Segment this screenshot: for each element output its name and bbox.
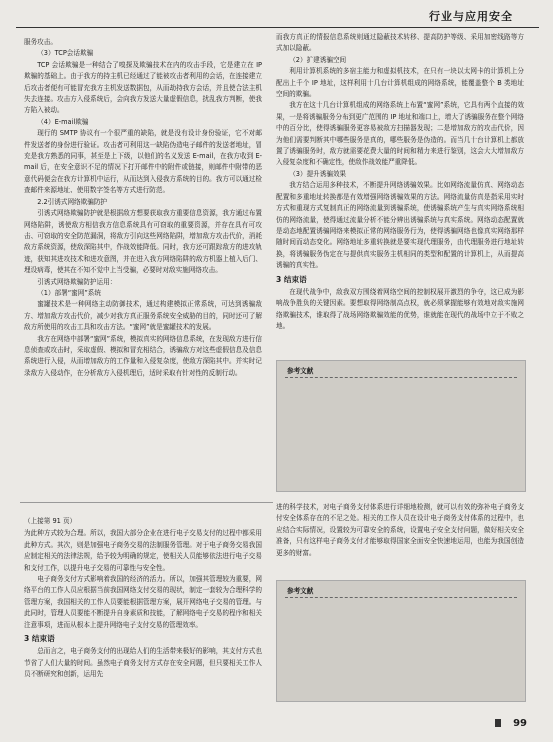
heading-conclusion-2: 3 结束语	[24, 634, 55, 644]
paragraph-payment-3: 总而言之，电子商务支付的出现给人们的生活带来极好的影响，其支付方式也节省了人们大量的时间。虽然电子商务支付方式存在安全问题，但只要相关工作人员不断研究和创新，运用先	[24, 647, 262, 679]
continued-from-label: （上接第 91 页）	[24, 517, 77, 525]
heading-2-2: 2.2引诱式网络欺骗防护	[37, 197, 108, 206]
right-column-bottom	[276, 502, 524, 559]
page-number-marker	[495, 719, 501, 727]
section-header-title: 行业与应用安全	[429, 10, 513, 23]
article-divider	[20, 502, 273, 503]
references-box-bottom	[276, 580, 526, 702]
paragraph-top: 而我方真正的情报信息系统则通过隐蔽技术转移、提高防护等级、采用加密线路等方式加以隐蔽。	[276, 33, 524, 53]
references-title-2: 参考文献	[287, 587, 314, 595]
paragraph-payment-2: 电子商务支付方式影响着我国的经济的活力。所以，加强其管理较为重要，网络平台的工作人员应根据当前我国网络支付交易的现状，制定一套较为合理科学的管理方案，我国相关的工作人员要能根据管理方案，展开网络电子交易的管理。与此同时，管理人员要能不断提升自身素质和技能，了解网络电子交易的程序和相关注意事项，进而从根本上提升网络电子支付交易的管理效率。	[24, 575, 262, 629]
paragraph-email: 现行的 SMTP 协议有一个很严重的缺陷，就是没有设计身份验证，它不对邮件发送者的身份进行验证。攻击者可利用这一缺陷伪造电子邮件的发送者地址，冒充是我方熟悉的同事，甚至是上下级，以他们的名义发送 E-mail，在我方收到 E-mail 后，在安全意识不足的情况下打开邮件中的附件或链接，则邮件中附带的恶意代码便会在我方计算机中运行，从而达到入侵我方系统的目的。我方可以通过检查邮件来源地址、使用数字签名等方式进行防范。	[24, 129, 262, 195]
paragraph-conclusion: 在现代战争中，敌我双方围绕着网络空间的控制权展开激烈的争夺，这已成为影响战争胜负的关键因素。要想取得网络制高点权，就必须掌握能够有效地对敌实施网络欺骗技术，谁取得了战场网络欺骗效能的优势，谁就能在现代的战场中立于不败之地。	[276, 287, 524, 331]
paragraph-payment-4: 进的科学技术，对电子商务支付体系进行详细地检测，就可以有效的弥补电子商务支付安全体系存在的不足之处。相关的工作人员在设计电子商务支付体系的过程中，也应结合实际情况，设置较为可靠安全的系统，设置电子安全支付问题，做好相关安全准备，只有这样电子商务支付才能够取得国家全面安全快速地运用，也能为我国创造更多的财富。	[276, 503, 524, 557]
heading-expand-space: （2）扩建诱骗空间	[289, 55, 347, 64]
heading-conclusion: 3 结束语	[276, 274, 307, 284]
left-column	[24, 37, 262, 379]
left-column-bottom	[24, 516, 262, 681]
right-column	[276, 32, 524, 333]
paragraph-expand-2: 我方在这十几台计算机组成的网络系统上布置“蜜网”系统，它具有两个直接的效果，一是将诱骗服务分布到更广范围的 IP 地址和端口上，增大了诱骗服务在整个网络中的百分比，使得诱骗服务更容易被敌方扫描器发现；二是增加敌方的攻击代价，因为他们需要判断其中哪些服务是真的，哪些服务是伪造的。而当几十台计算机上都放置了诱骗服务时，敌方就需要花费大量的时间和精力来进行鉴别，这会大大增加敌方入侵复杂度和不确定性，使敌作战效能严重降低。	[276, 101, 524, 167]
paragraph-payment-1: 为此种方式较为合理。所以，我国大部分企业在进行电子交易支付的过程中都采用此种方式。其次，则是加强电子商务交易的法制服务管理。对于电子商务交易我国应制定相关的法律法规，给予较为明确的规定，使相关人员能够依法进行电子交易和支付工作，以提升电子交易的可靠性与安全性。	[24, 529, 262, 572]
paragraph-intro: 服务攻击。	[24, 38, 57, 46]
paragraph-2-2b: 引诱式网络欺骗防护运用：	[37, 277, 117, 286]
paragraph-improve: 我方结合运用多种技术，不断提升网络诱骗效果。比如网络流量仿真、网络动态配置和多重地址转换都是有效增强网络诱骗效果的方法。网络流量仿真是指采用实时方式和重现方式复制真正的网络流量到诱骗系统，使诱骗系统产生与真实网络系统相仿的网络流量，使得通过流量分析不能分辨出诱骗系统与真实系统。网络动态配置就是动态地配置诱骗网络来模拟正常的网络服务行为，使得诱骗网络也像真实网络那样随时间而动态变化。网络地址多重转换就是要实现代理服务，由代理服务进行地址转换，将诱骗服务伪定在与提供真实服务主机相同的类型和配置的计算机上，从而提高诱骗的真实性。	[276, 181, 524, 270]
references-box-top	[276, 360, 526, 492]
page-number: 99	[513, 718, 527, 729]
references-rule-2	[285, 597, 517, 598]
paragraph-2-2: 引诱式网络欺骗防护就是根据敌方想要获取我方重要信息资源，我方通过布置网络陷阱，诱使敌方相信我方信息系统具有可窃取的重要资源，并存在具有可攻击、可窃取的安全防范漏洞，将敌方引向这些网络陷阱，增加敌方攻击代价，消耗敌方系统资源，使敌深陷其中，作战效能降低。同时，我方还可跟踪敌方的进攻轨迹，获知其进攻技术和进攻意图，并在进入我方网络陷阱的敌方机器上植入后门、埋设病毒，使其在不知不觉中上当受骗，必要时对敌实施网络攻击。	[24, 209, 262, 275]
heading-improve-effect: （3）提升诱骗效果	[289, 169, 347, 178]
heading-email-spoofing: （4）E-mail欺骗	[37, 117, 89, 126]
heading-tcp-spoofing: （3）TCP会话欺骗	[37, 49, 94, 58]
paragraph-honeynet: 蜜罐技术是一种网络主动防御技术，通过构建模拟正常系统，可达到诱骗敌方、增加敌方攻击代价，减少对我方真正服务系统安全威胁的目的，同时还可了解敌方所使用的攻击工具和攻击方法。“蜜网”就是蜜罐技术的发展。	[24, 300, 262, 332]
header-rule	[16, 27, 539, 28]
references-rule	[285, 377, 517, 378]
paragraph-honeynet-2: 我方在网络中部署“蜜网”系统，模拟真实的网络信息系统，在发现敌方进行信息侦查或攻击时，采取虚假、模拟和冒充相结合，诱骗敌方对这些虚假信息及信息系统进行入侵，从而增加敌方的工作量和入侵复杂度，使敌方深陷其中。并实时记录敌方入侵动作，在分析敌方入侵机理后，适时采取有针对性的反制行动。	[24, 334, 262, 377]
paragraph-expand: 利用计算机系统的多宿主能力和虚拟机技术，在只有一块以太网卡的计算机上分配出上千个 IP 地址，这样利用十几台计算机组成的网络系统，能覆盖整个 B 类地址空间的欺骗。	[276, 67, 524, 99]
references-title: 参考文献	[287, 367, 314, 375]
heading-honeynet: （1）部署“蜜网”系统	[37, 288, 101, 297]
paragraph-tcp: TCP 会话欺骗是一种结合了嗅探及欺骗技术在内的攻击手段，它是建立在 IP 欺骗的基础上。由于我方的持主机已经通过了能被攻击者利用的会话，在连接建立后攻击者便有可能冒充我方主机发送数据包，从而劫持我方会话，并且使合法主机失去连接。攻击方入侵系统后，会向我方发送大量虚假信息，扰乱我方判断，使我方陷入被动。	[24, 60, 262, 115]
